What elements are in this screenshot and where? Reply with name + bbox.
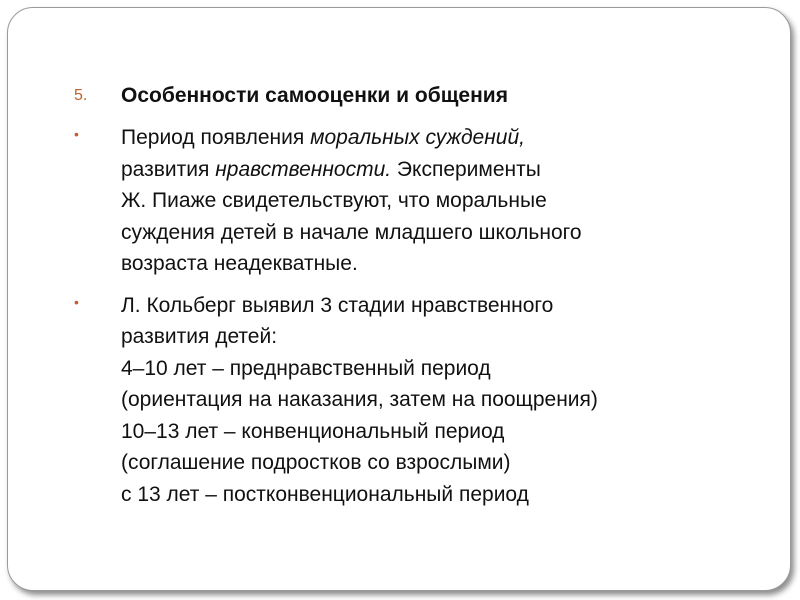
- bullet-line: Л. Кольберг выявил 3 стадии нравственного: [121, 293, 554, 317]
- slide-frame: [7, 7, 791, 591]
- italic-text-run: моральных суждений,: [310, 126, 525, 149]
- bullet-line: возраста неадекватные.: [121, 252, 358, 275]
- text-run: Период появления: [121, 126, 311, 149]
- bullet-icon: •: [74, 126, 79, 142]
- text-run: развития: [121, 157, 216, 181]
- text-run: Эксперименты: [391, 157, 541, 181]
- stage-line: 4–10 лет – преднравственный период: [121, 356, 491, 380]
- italic-text-run: нравственности.: [215, 157, 392, 181]
- stage-description: (ориентация на наказания, затем на поощрения): [121, 388, 598, 411]
- stage-description: (соглашение подростков со взрослыми): [121, 451, 511, 474]
- bullet-line: [121, 154, 758, 186]
- stage-line: 10–13 лет – конвенциональный период: [121, 419, 505, 443]
- bullet-icon: •: [74, 293, 79, 310]
- bullet-line: суждения детей в начале младшего школьного: [121, 220, 582, 244]
- bullet-item-kohlberg: [68, 290, 758, 511]
- heading-number: 5.: [74, 87, 88, 104]
- bullet-line: Ж. Пиаже свидетельствуют, что моральные: [121, 189, 547, 212]
- heading-text: Особенности самооценки и общения: [121, 84, 508, 107]
- bullet-item-piaget: [68, 122, 758, 280]
- slide-content: [68, 80, 758, 520]
- bullet-line: развития детей:: [121, 325, 278, 348]
- section-heading: [68, 80, 758, 112]
- bullet-line: [121, 122, 758, 154]
- stage-line: с 13 лет – постконвенциональный период: [121, 482, 529, 506]
